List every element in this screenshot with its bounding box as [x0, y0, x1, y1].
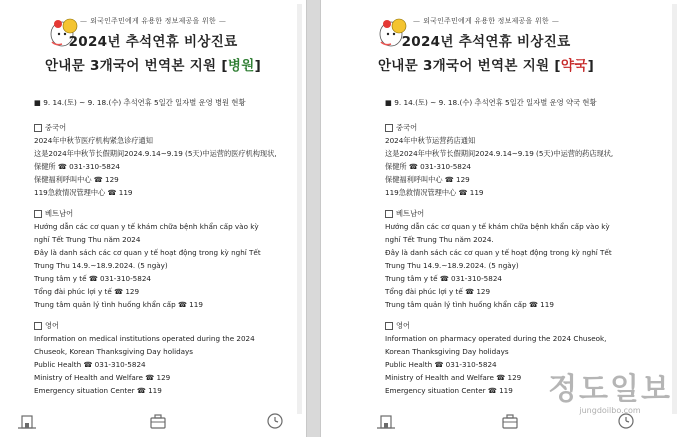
title-line-2: 안내문 3개국어 번역본 지원 [병원] — [44, 58, 262, 74]
title-line-2-text: 안내문 3개국어 번역본 지원 — [377, 58, 550, 74]
title-line-2: 안내문 3개국어 번역본 지원 [약국] — [377, 58, 595, 74]
notice-body — [385, 96, 670, 397]
text-line: Trung Thu 14.9.~18.9.2024. (5 ngày) — [34, 261, 168, 270]
text-line: 保健福利呼叫中心 ☎ 129 — [34, 175, 119, 184]
text-line: Emergency situation Center ☎ 119 — [34, 386, 162, 395]
section-title: 영어 — [45, 321, 60, 330]
building-icon[interactable] — [377, 413, 395, 429]
text-line: 这是2024年中秋节长假期间2024.9.14~9.19 (5天)中运营的医疗机构现状, — [34, 149, 277, 158]
building-icon[interactable] — [18, 413, 36, 429]
section-vietnamese — [385, 207, 670, 311]
section-title: 베트남어 — [396, 209, 425, 218]
text-line: Ministry of Health and Welfare ☎ 129 — [34, 373, 171, 382]
text-line: 保健所 ☎ 031-310-5824 — [385, 162, 472, 171]
kicker-text: — 외국인주민에게 유용한 정보제공을 위한 — — [0, 16, 306, 26]
text-line: Tổng đài phúc lợi y tế ☎ 129 — [385, 287, 491, 296]
checkbox-icon — [385, 124, 393, 132]
section-vietnamese — [34, 207, 299, 311]
text-line: 保健所 ☎ 031-310-5824 — [34, 162, 121, 171]
section-title: 중국어 — [396, 123, 418, 132]
watermark-url: jungdoilbo.com — [579, 406, 641, 415]
text-line: Public Health ☎ 031-310-5824 — [385, 360, 497, 369]
scrollbar[interactable] — [672, 4, 677, 414]
text-line: 2024年中秋节运营药店通知 — [385, 136, 476, 145]
text-line: 保健福利呼叫中心 ☎ 129 — [385, 175, 470, 184]
text-line: Trung tâm y tế ☎ 031-310-5824 — [385, 274, 502, 283]
clock-icon[interactable] — [266, 413, 284, 429]
notice-body — [34, 96, 299, 397]
text-line: Ministry of Health and Welfare ☎ 129 — [385, 373, 522, 382]
briefcase-icon[interactable] — [501, 413, 519, 429]
text-line: nghỉ Tết Trung Thu năm 2024. — [385, 235, 494, 244]
text-line: Trung tâm quản lý tình huống khẩn cấp ☎ 119 — [34, 300, 203, 309]
bottom-nav — [0, 407, 306, 437]
text-line: Trung Thu 14.9.~18.9.2024. (5 ngày) — [385, 261, 519, 270]
title-line-1: 2024년 추석연휴 비상진료 — [68, 34, 238, 50]
period-text: ■ 9. 14.(토) ~ 9. 18.(수) 추석연휴 5일간 일자별 운영 약국 현황 — [385, 98, 597, 107]
notice-header — [0, 16, 306, 74]
text-line: Trung tâm quản lý tình huống khẩn cấp ☎ 119 — [385, 300, 554, 309]
notice-header — [321, 16, 651, 74]
text-line: Information on pharmacy operated during the 2024 Chuseok, — [385, 334, 607, 343]
kicker-text: — 외국인주민에게 유용한 정보제공을 위한 — — [321, 16, 651, 26]
text-line: nghỉ Tết Trung Thu năm 2024 — [34, 235, 141, 244]
checkbox-icon — [34, 210, 42, 218]
hospital-notice-panel — [0, 0, 307, 437]
text-line: Đây là danh sách các cơ quan y tế hoạt động trong kỳ nghỉ Tết — [34, 248, 261, 257]
text-line: Emergency situation Center ☎ 119 — [385, 386, 513, 395]
text-line: Public Health ☎ 031-310-5824 — [34, 360, 146, 369]
briefcase-icon[interactable] — [149, 413, 167, 429]
pharmacy-tag: 약국 — [560, 58, 588, 74]
text-line: Trung tâm y tế ☎ 031-310-5824 — [34, 274, 151, 283]
title-line-2-text: 안내문 3개국어 번역본 지원 — [44, 58, 217, 74]
news-watermark — [548, 364, 672, 415]
hospital-tag: 병원 — [227, 58, 255, 74]
text-line: Tổng đài phúc lợi y tế ☎ 129 — [34, 287, 140, 296]
section-chinese — [34, 121, 299, 199]
text-line: Chuseok, Korean Thanksgiving Day holidays — [34, 347, 194, 356]
checkbox-icon — [385, 322, 393, 330]
section-title: 베트남어 — [45, 209, 74, 218]
text-line: 119急救情况管理中心 ☎ 119 — [385, 188, 484, 197]
text-line: Korean Thanksgiving Day holidays — [385, 347, 509, 356]
checkbox-icon — [34, 322, 42, 330]
clock-icon[interactable] — [617, 413, 635, 429]
text-line: Hướng dẫn các cơ quan y tế khám chữa bệnh khẩn cấp vào kỳ — [34, 222, 259, 231]
text-line: Information on medical institutions operated during the 2024 — [34, 334, 255, 343]
text-line: 2024年中秋节医疗机构紧急诊疗通知 — [34, 136, 153, 145]
text-line: Đây là danh sách các cơ quan y tế hoạt động trong kỳ nghỉ Tết — [385, 248, 612, 257]
text-line: Hướng dẫn các cơ quan y tế khám chữa bệnh khẩn cấp vào kỳ — [385, 222, 610, 231]
period-text: ■ 9. 14.(토) ~ 9. 18.(수) 추석연휴 5일간 일자별 운영 병원 현황 — [34, 98, 246, 107]
text-line: 这是2024年中秋节长假期间2024.9.14~9.19 (5天)中运营的药店现状, — [385, 149, 614, 158]
watermark-logo-text: 정도일보 — [548, 372, 672, 407]
section-title: 영어 — [396, 321, 411, 330]
section-title: 중국어 — [45, 123, 67, 132]
section-chinese — [385, 121, 670, 199]
text-line: 119急救情况管理中心 ☎ 119 — [34, 188, 133, 197]
checkbox-icon — [34, 124, 42, 132]
title-line-1: 2024년 추석연휴 비상진료 — [401, 34, 571, 50]
section-english — [34, 319, 299, 397]
checkbox-icon — [385, 210, 393, 218]
